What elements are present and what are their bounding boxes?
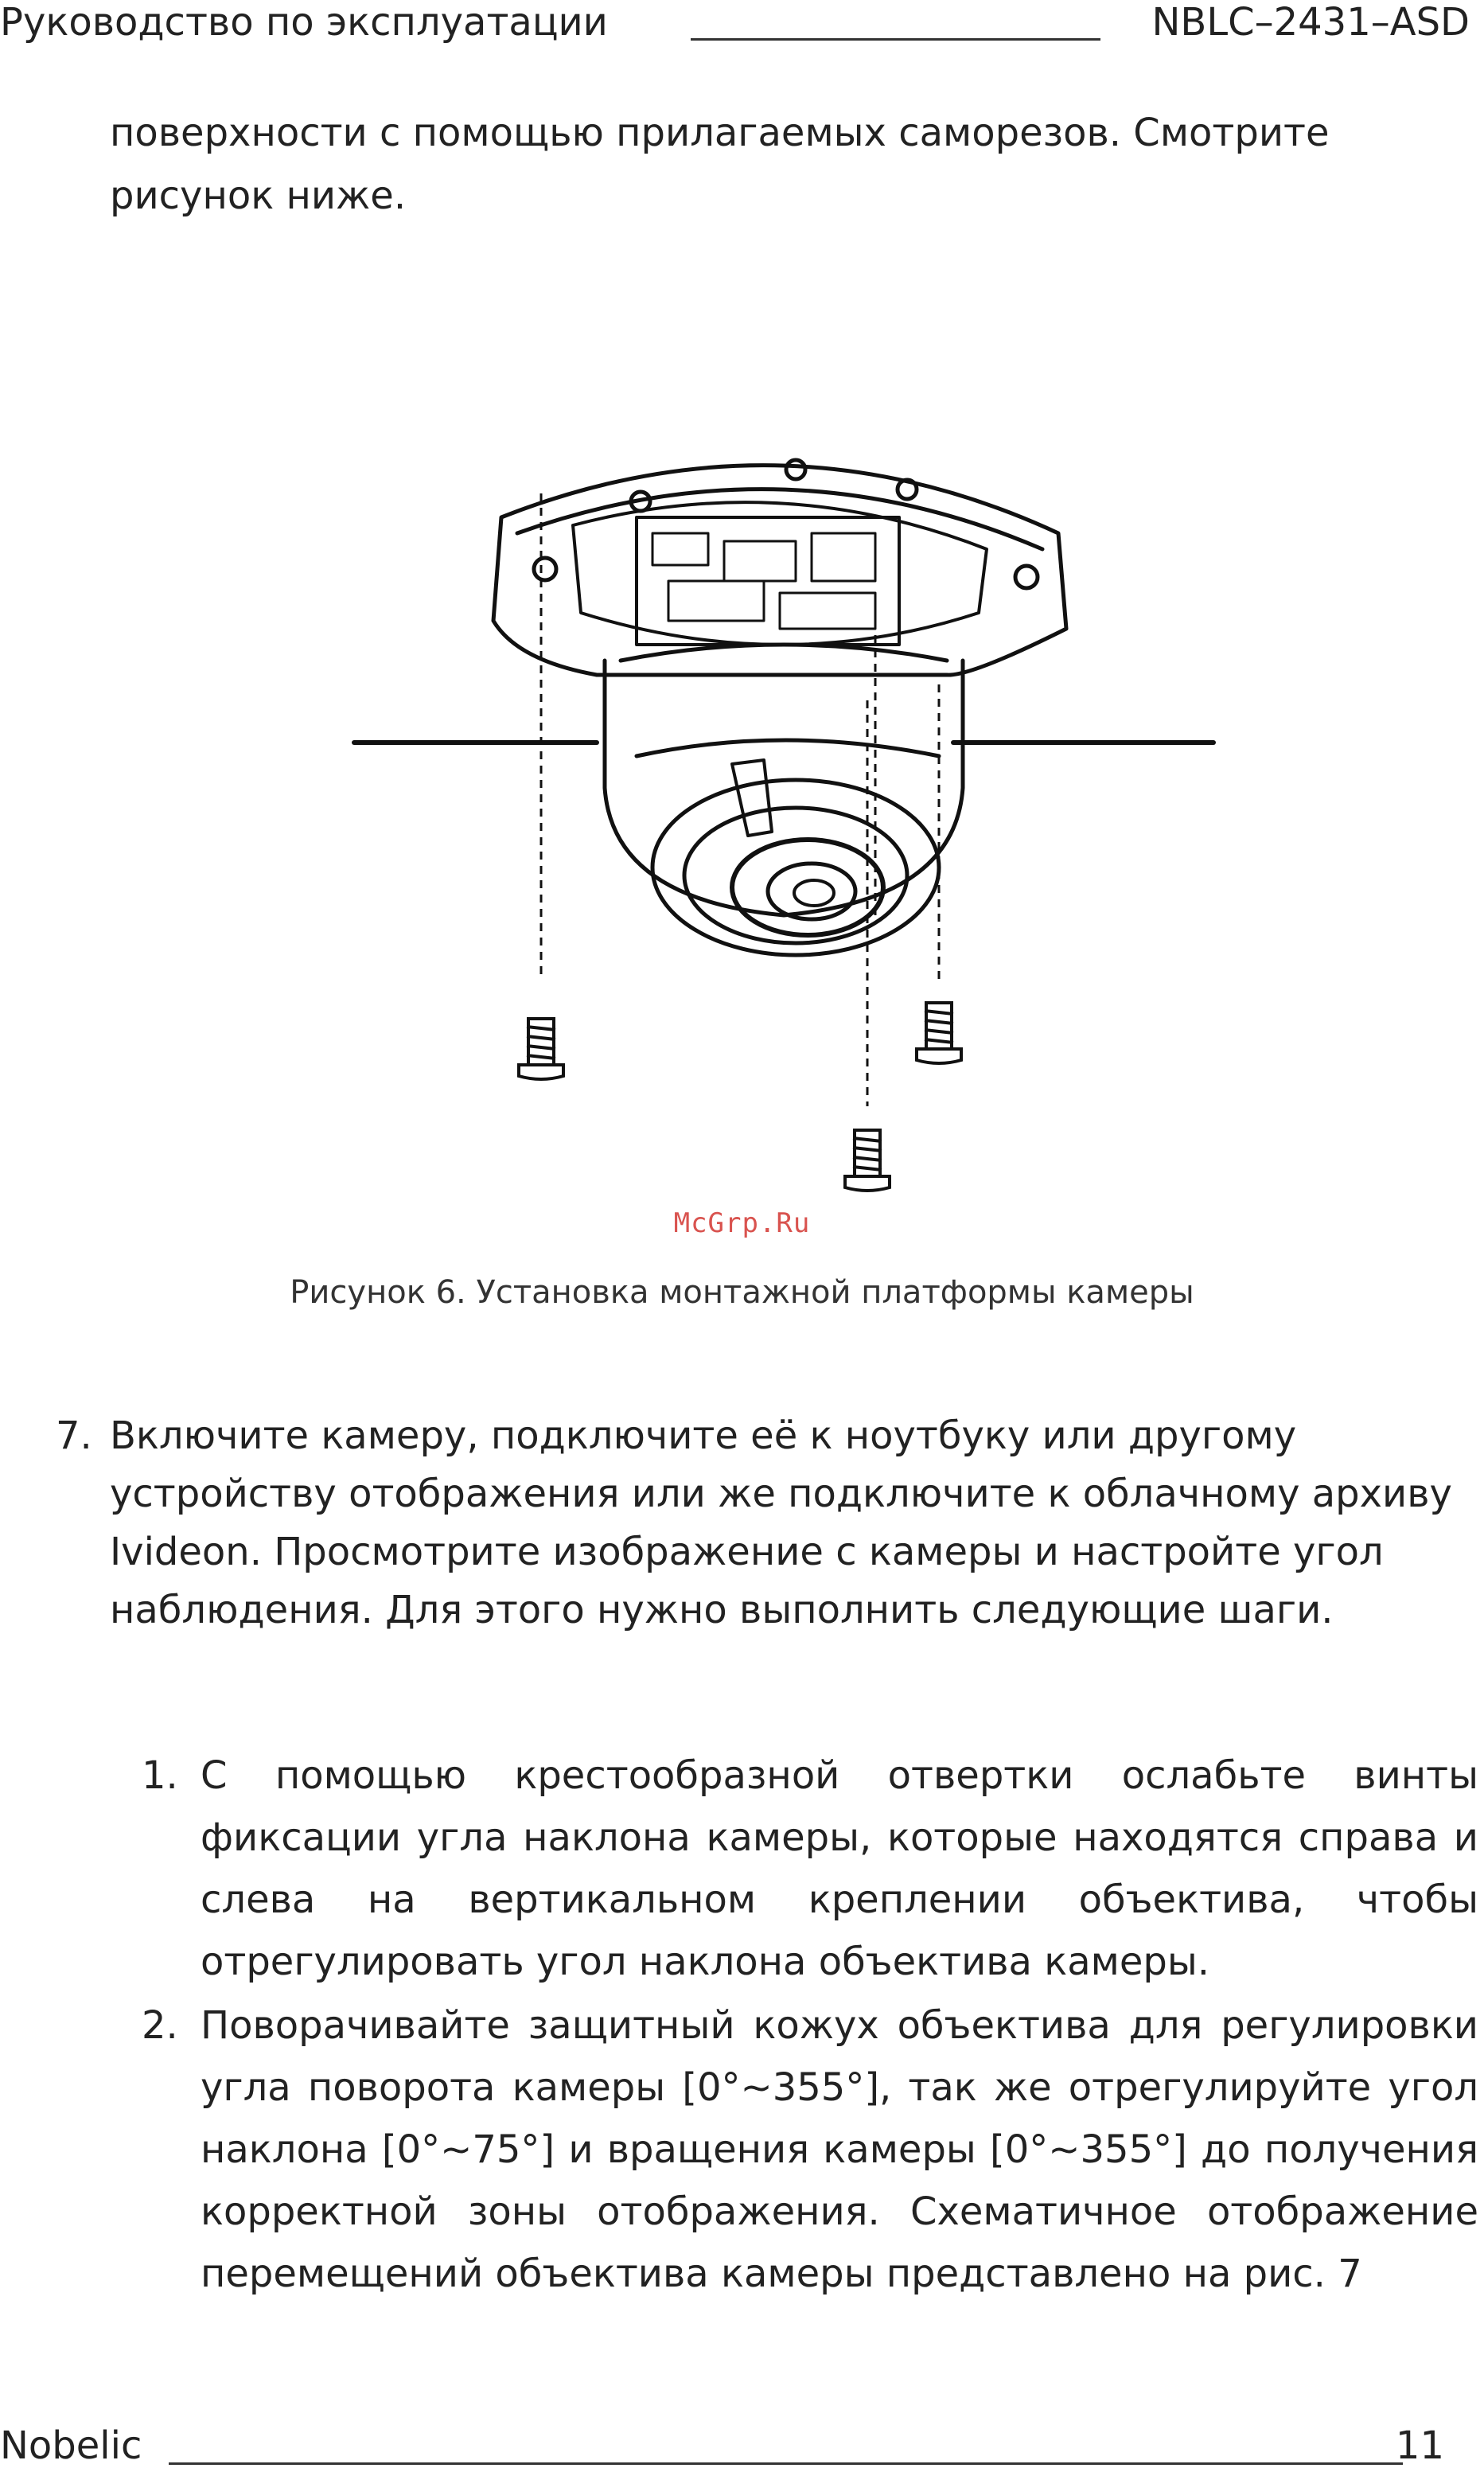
watermark: McGrp.Ru — [673, 1207, 811, 1239]
substep-2 — [142, 1994, 1478, 2376]
model-number: NBLC–2431–ASD — [1151, 0, 1470, 45]
page-header — [0, 0, 1484, 45]
step-text: Включите камеру, подключите её к ноутбуку или другому устройству отображения или же подключите к облачному архиву Ivideon. Просмотрите изображение с камеры и настройте угол наблюдения. Для этого нужно выполнить следующие шаги. — [110, 1413, 1452, 1632]
step-number: 7. — [56, 1413, 92, 1458]
footer-rule — [169, 2462, 1403, 2465]
page-number: 11 — [1395, 2423, 1444, 2468]
brand-name: Nobelic — [0, 2423, 142, 2468]
substep-number: 2. — [142, 2003, 178, 2048]
intro-paragraph: поверхности с помощью прилагаемых саморезов. Смотрите рисунок ниже. — [110, 111, 1330, 218]
page-footer — [0, 2423, 1484, 2468]
figure-caption: Рисунок 6. Установка монтажной платформы камеры — [290, 1274, 1194, 1311]
dome-camera-mounting-figure — [350, 422, 1217, 1194]
substep-1 — [142, 1745, 1478, 1999]
header-rule — [691, 38, 1100, 41]
substep-text: Поворачивайте защитный кожух объектива для регулировки угла поворота камеры [0°~355°], так же отрегулируйте угол наклона [0°~75°] и вращения камеры [0°~355°] до получения корректной зоны отображения. Схематичное отображение перемещений объектива камеры представлено на рис. 7 — [201, 2003, 1478, 2296]
substep-number: 1. — [142, 1753, 178, 1798]
step-7 — [56, 1407, 1480, 1702]
manual-title: Руководство по эксплуатации — [0, 0, 608, 45]
substep-text: С помощью крестообразной отвертки ослабьте винты фиксации угла наклона камеры, которые находятся справа и слева на вертикальном креплении объектива, чтобы отрегулировать угол наклона объектива камеры. — [201, 1753, 1478, 1984]
